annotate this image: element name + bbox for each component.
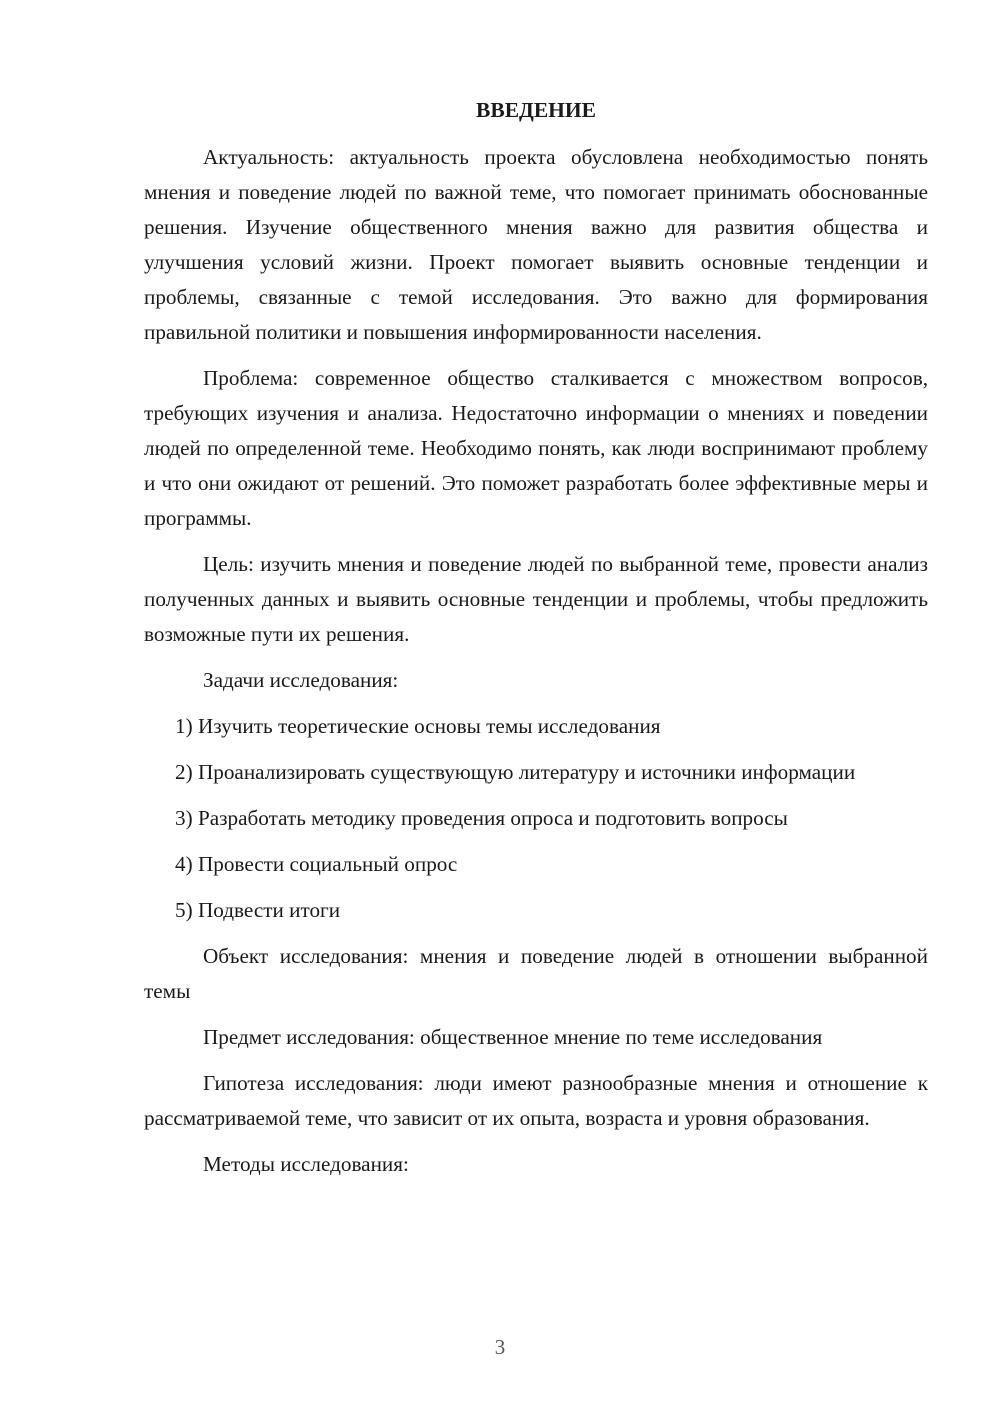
task-item-2: 2) Проанализировать существующую литературу и источники информации <box>175 760 856 784</box>
paragraph-subject: Предмет исследования: общественное мнение по теме исследования <box>203 1025 823 1049</box>
paragraph-problem: Проблема: современное общество сталкивается с множеством вопросов, требующих изучения и анализа. Недостаточно информации о мнениях и поведении людей по определенной теме. Необходимо понять, как люди воспринимают проблему и что они ожидают от решений. Это поможет разработать более эффективные меры и программы. <box>144 366 928 530</box>
tasks-heading: Задачи исследования: <box>203 668 399 692</box>
task-item-1: 1) Изучить теоретические основы темы исследования <box>175 714 661 738</box>
task-item-4: 4) Провести социальный опрос <box>175 852 458 876</box>
page-content <box>144 96 928 1193</box>
paragraph-relevance: Актуальность: актуальность проекта обусловлена необходимостью понять мнения и поведение людей по важной теме, что помогает принимать обоснованные решения. Изучение общественного мнения важно для развития общества и улучшения условий жизни. Проект помогает выявить основные тенденции и проблемы, связанные с темой исследования. Это важно для формирования правильной политики и повышения информированности населения. <box>144 145 928 344</box>
task-item-3: 3) Разработать методику проведения опроса и подготовить вопросы <box>175 806 788 830</box>
page-number: 3 <box>494 1335 506 1359</box>
paragraph-goal: Цель: изучить мнения и поведение людей по выбранной теме, провести анализ полученных данных и выявить основные тенденции и проблемы, чтобы предложить возможные пути их решения. <box>144 552 928 646</box>
task-item-5: 5) Подвести итоги <box>175 898 341 922</box>
paragraph-hypothesis: Гипотеза исследования: люди имеют разнообразные мнения и отношение к рассматриваемой теме, что зависит от их опыта, возраста и уровня образования. <box>144 1071 928 1130</box>
paragraph-object: Объект исследования: мнения и поведение людей в отношении выбранной темы <box>144 944 928 1003</box>
methods-heading: Методы исследования: <box>203 1152 409 1176</box>
section-title: ВВЕДЕНИЕ <box>476 98 596 122</box>
